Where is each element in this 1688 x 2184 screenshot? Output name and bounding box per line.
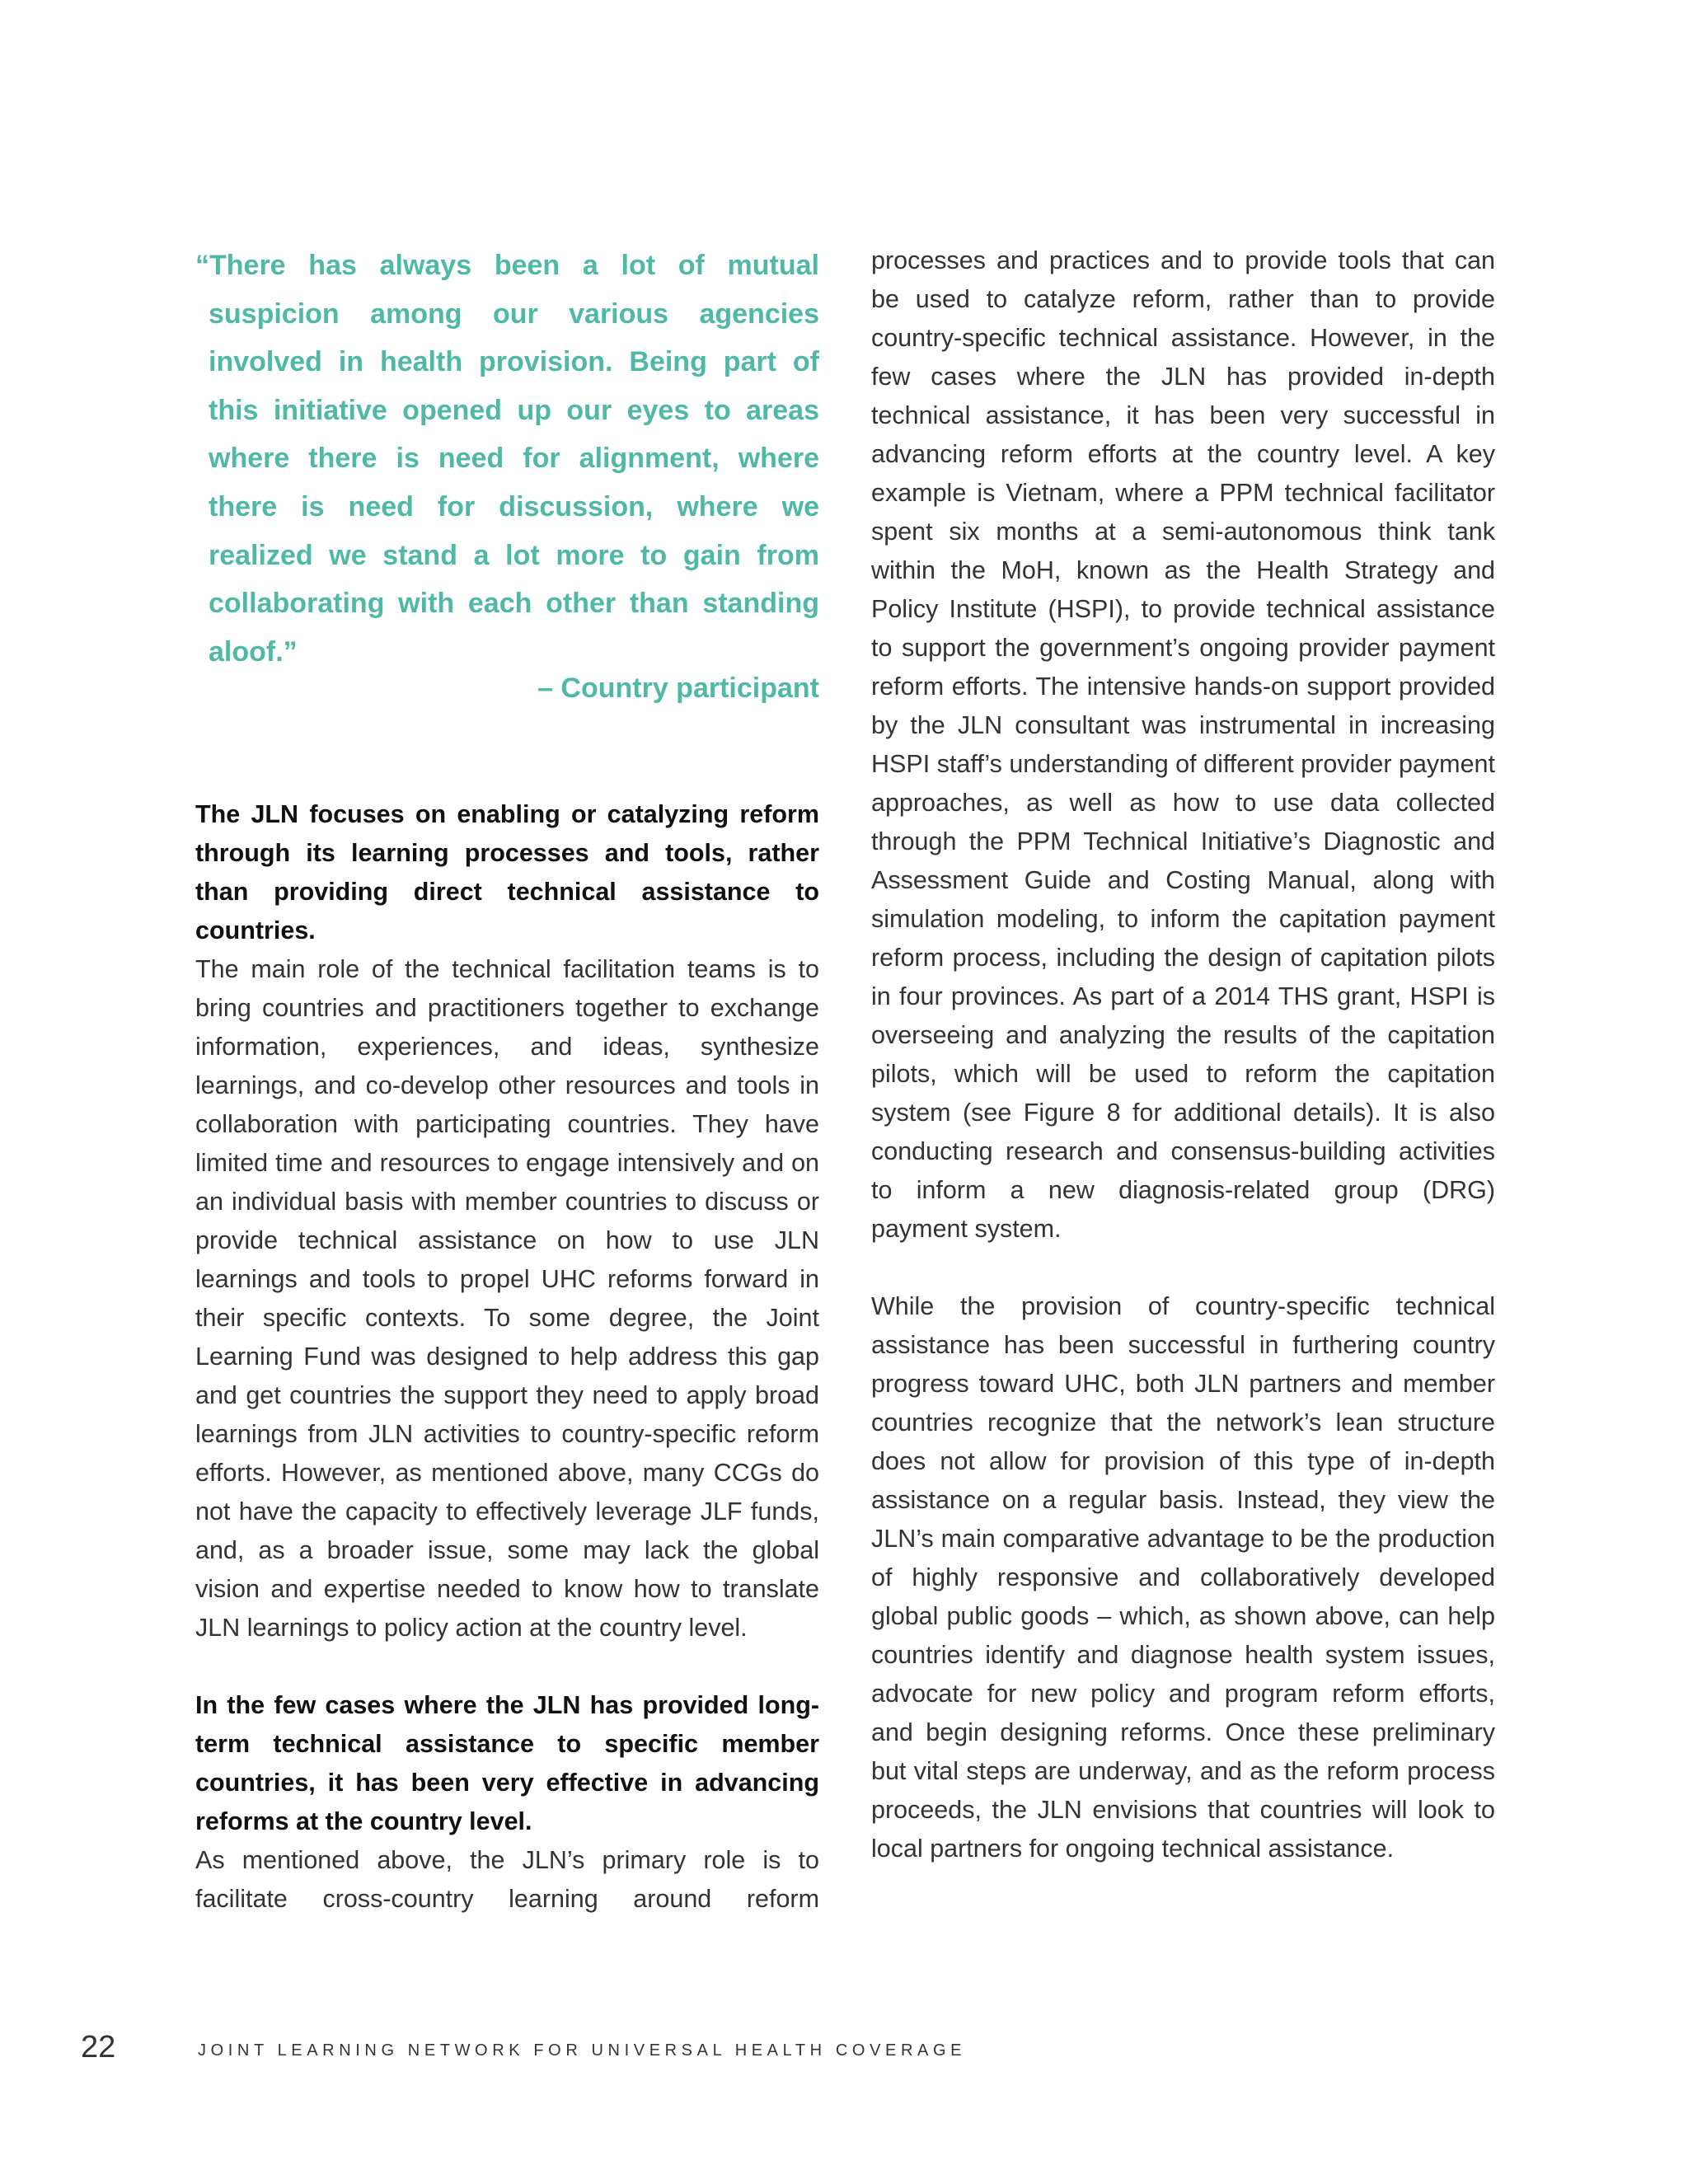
spacer — [195, 712, 819, 795]
section-lead-1: The JLN focuses on enabling or catalyzing reform through its learning processes and tools, rather than providing direct technical assistance to countries. — [195, 800, 819, 945]
section-body-1: The main role of the technical facilitation teams is to bring countries and practitioners together to exchange information, experiences, and ideas, synthesize learnings, and co-develop other resources and tools in collaboration with participating countries. They have limited time and resources to engage intensively and on an individual basis with member countries to discuss or provide technical assistance on how to use JLN learnings and tools to propel UHC reforms forward in their specific contexts. To some degree, the Joint Learning Fund was designed to help address this gap and get countries the support they need to apply broad learnings from JLN activities to country-specific reform efforts. However, as mentioned above, many CCGs do not have the capacity to effectively leverage JLF funds, and, as a broader issue, some may lack the global vision and expertise needed to know how to translate JLN learnings to policy action at the country level. — [195, 955, 819, 1643]
running-footer-title: JOINT LEARNING NETWORK FOR UNIVERSAL HEALTH COVERAGE — [198, 2041, 967, 2060]
quote-attribution: – Country participant — [537, 673, 819, 705]
section-body-2-start: As mentioned above, the JLN’s primary role is to facilitate cross-country learning around reform — [195, 1846, 819, 1914]
page-number: 22 — [81, 2030, 116, 2064]
body-paragraph-1: processes and practices and to provide tools that can be used to catalyze reform, rather than to provide country-specific technical assistance. However, in the few cases where the JLN has provided in-depth technical assistance, it has been very successful in advancing reform efforts at the country level. A key example is Vietnam, where a PPM technical facilitator spent six months at a semi-autonomous think tank within the MoH, known as the Health Strategy and Policy Institute (HSPI), to provide technical assistance to support the government’s ongoing provider payment reform efforts. The intensive hands-on support provided by the JLN consultant was instrumental in increasing HSPI staff’s understanding of different provider payment approaches, as well as how to use data collected through the PPM Technical Initiative’s Diagnostic and Assessment Guide and Costing Manual, along with simulation modeling, to inform the capitation payment reform process, including the design of capitation pilots in four provinces. As part of a 2014 THS grant, HSPI is overseeing and analyzing the results of the capitation pilots, which will be used to reform the capitation system (see Figure 8 for additional details). It is also conducting research and consensus-building activities to inform a new diagnosis-related group (DRG) payment system. — [871, 246, 1495, 1243]
right-column — [871, 241, 1495, 1868]
pull-quote: “There has always been a lot of mutual suspicion among our various agencies involved in health provision. Being part of this initiative opened up our eyes to areas where there is need for alignment, where there is need for discussion, where we realized we stand a lot more to gain from collaborating with each other than standing aloof.” — [195, 250, 819, 668]
paragraph-gap — [195, 1647, 819, 1686]
section-lead-2: In the few cases where the JLN has provided long-term technical assistance to specific member countries, it has been very effective in advancing reforms at the country level. — [195, 1691, 819, 1836]
paragraph-gap — [871, 1249, 1495, 1287]
body-paragraph-2: While the provision of country-specific technical assistance has been successful in furthering country progress toward UHC, both JLN partners and member countries recognize that the network’s lean structure does not allow for provision of this type of in-depth assistance on a regular basis. Instead, they view the JLN’s main comparative advantage to be the production of highly responsive and collaboratively developed global public goods – which, as shown above, can help countries identify and diagnose health system issues, advocate for new policy and program reform efforts, and begin designing reforms. Once these preliminary but vital steps are underway, and as the reform process proceeds, the JLN envisions that countries will look to local partners for ongoing technical assistance. — [871, 1292, 1495, 1863]
left-column — [195, 241, 819, 1919]
